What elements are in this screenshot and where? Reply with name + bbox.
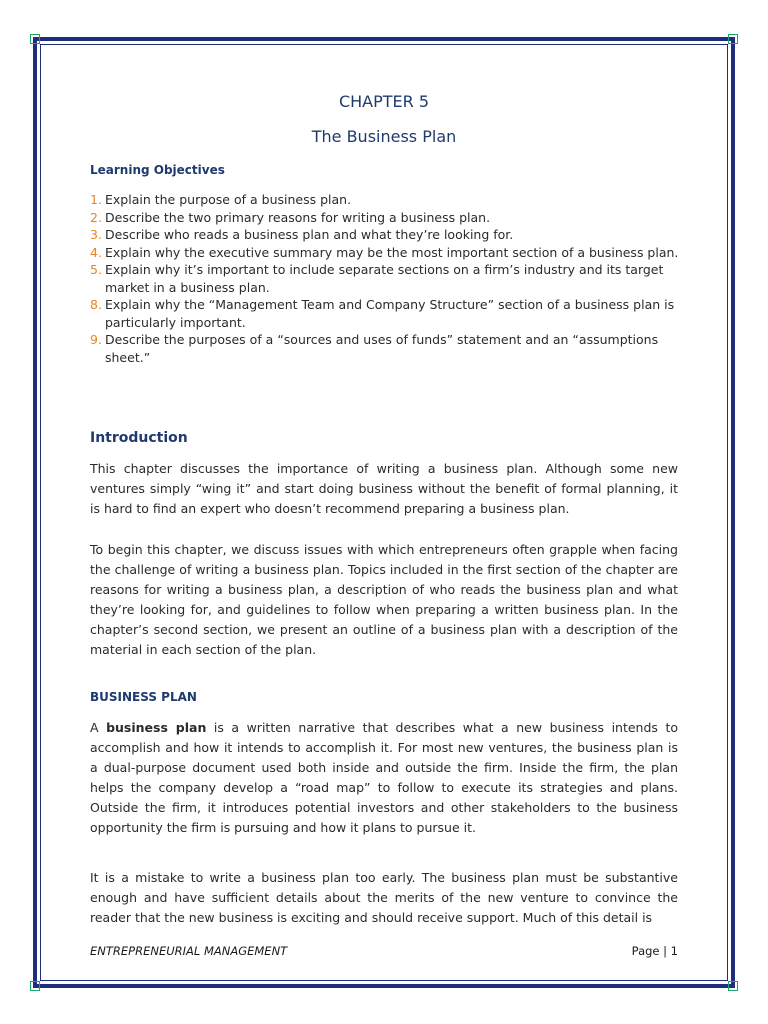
objective-item bbox=[90, 226, 680, 244]
objective-number: 1. bbox=[90, 192, 102, 207]
objective-text: Describe the purposes of a “sources and uses of funds” statement and an “assumptions sheet.” bbox=[105, 332, 659, 365]
introduction-paragraph-2: To begin this chapter, we discuss issues with which entrepreneurs often grapple when facing the challenge of writing a business plan. Topics included in the first section of the chapter are reasons for writing a business plan, a description of who reads the business plan and what they’re looking for, and guidelines to follow when preparing a written business plan. In the chapter’s second section, we present an outline of a business plan with a description of the material in each section of the plan. bbox=[90, 542, 678, 657]
corner-ornament bbox=[728, 981, 738, 991]
objective-text: Explain why the executive summary may be the most important section of a business plan. bbox=[105, 244, 679, 260]
objective-item bbox=[90, 331, 680, 366]
objective-text: Describe who reads a business plan and what they’re looking for. bbox=[105, 227, 514, 242]
learning-objectives-list bbox=[90, 191, 680, 366]
objective-text: Describe the two primary reasons for writing a business plan. bbox=[105, 209, 491, 225]
business-plan-paragraph-2: It is a mistake to write a business plan too early. The business plan must be substantive enough and have sufficient details about the merits of the new venture to convince the reader that the new business is exciting and should receive support. Much of this detail is bbox=[90, 870, 678, 925]
objective-text: Explain the purpose of a business plan. bbox=[105, 192, 352, 207]
business-plan-term: business plan bbox=[106, 720, 207, 735]
objective-number: 9. bbox=[90, 332, 102, 347]
objective-number: 5. bbox=[90, 262, 102, 277]
business-plan-heading: BUSINESS PLAN bbox=[90, 690, 197, 704]
footer-title: ENTREPRENEURIAL MANAGEMENT bbox=[90, 944, 288, 958]
learning-objectives-heading: Learning Objectives bbox=[90, 163, 225, 177]
objective-text: Explain why the “Management Team and Company Structure” section of a business plan is particularly important. bbox=[105, 297, 675, 330]
introduction-paragraph-1: This chapter discusses the importance of writing a business plan. Although some new ventures simply “wing it” and start doing business without the benefit of formal planning, it is hard to find an expert who doesn’t recommend preparing a business plan. bbox=[90, 461, 678, 516]
objective-number: 3. bbox=[90, 227, 102, 242]
objective-item bbox=[90, 209, 680, 227]
corner-ornament bbox=[728, 34, 738, 44]
objective-item bbox=[90, 296, 680, 331]
objective-item bbox=[90, 244, 680, 262]
corner-ornament bbox=[30, 34, 40, 44]
objective-number: 8. bbox=[90, 297, 102, 312]
paragraph-lead: A bbox=[90, 720, 107, 735]
objective-item bbox=[90, 261, 680, 296]
paragraph-body: is a written narrative that describes what a new business intends to accomplish and how it intends to accomplish it. For most new ventures, the business plan is a dual-purpose document used both inside and outside the firm. Inside the firm, the plan helps the company develop a “road map” to follow to execute its strategies and plans. Outside the firm, it introduces potential investors and other stakeholders to the business opportunity the firm is pursuing and how it plans to pursue it. bbox=[90, 720, 678, 835]
corner-ornament bbox=[30, 981, 40, 991]
business-plan-paragraph-1 bbox=[90, 718, 678, 838]
objective-text: Explain why it’s important to include separate sections on a firm’s industry and its target market in a business plan. bbox=[105, 262, 664, 295]
chapter-title: The Business Plan bbox=[311, 127, 457, 146]
objective-number: 4. bbox=[90, 244, 102, 260]
objective-number: 2. bbox=[90, 209, 102, 225]
objective-item bbox=[90, 191, 680, 209]
chapter-number: CHAPTER 5 bbox=[338, 92, 430, 111]
page-number: Page | 1 bbox=[631, 944, 678, 958]
introduction-heading: Introduction bbox=[90, 430, 188, 446]
